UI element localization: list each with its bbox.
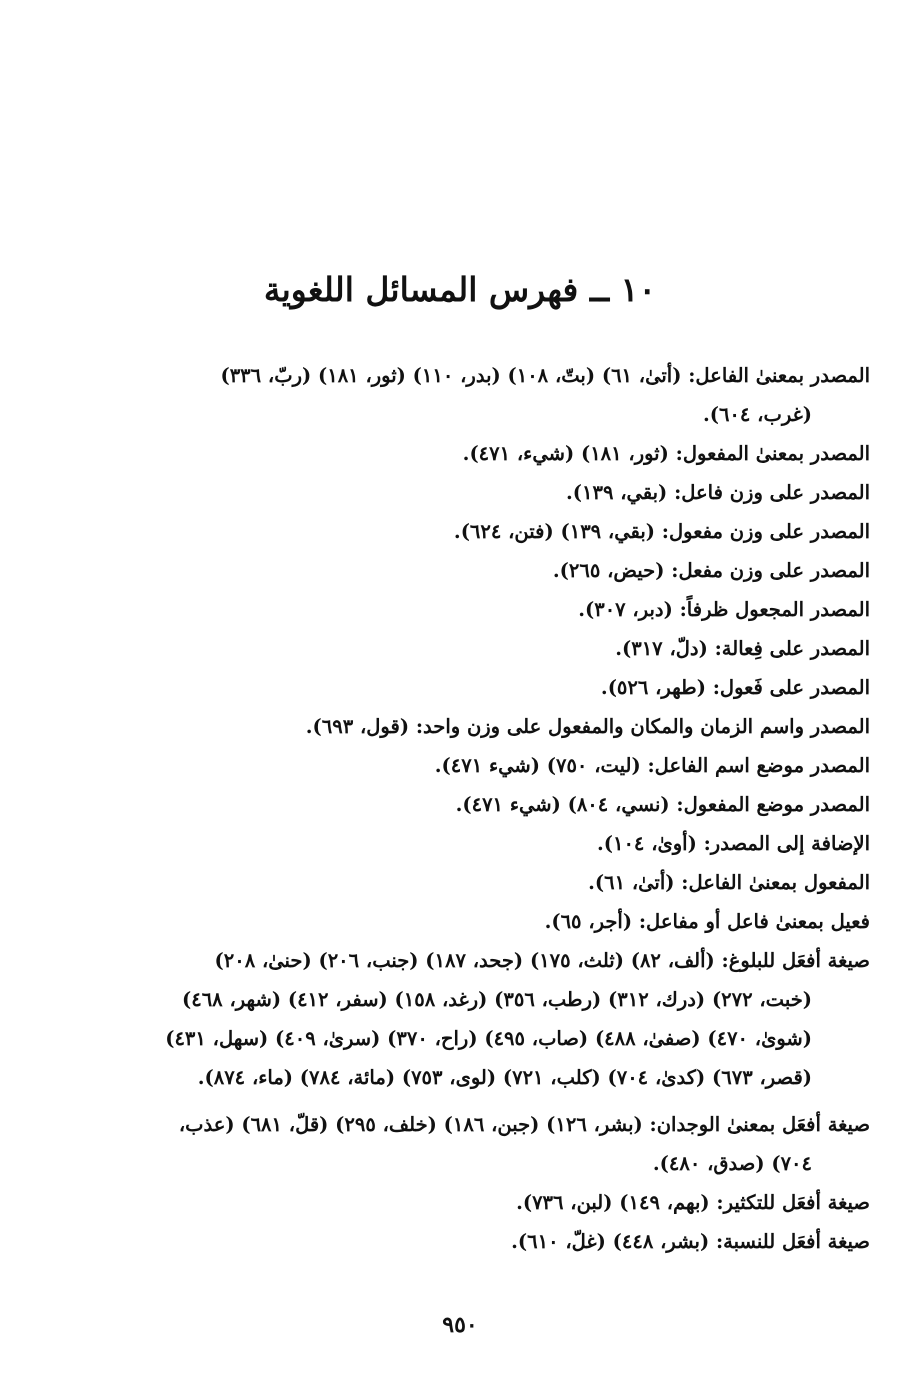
index-entry: [40, 824, 870, 863]
entry-line: الإضافة إلى المصدر: (أوىٰ، ١٠٤).: [596, 832, 870, 855]
entry-continuation-line: (خبت، ٢٧٢) (درك، ٣١٢) (رطب، ٣٥٦) (رغد، ١٥٨) (سفر، ٤١٢) (شهر، ٤٦٨): [182, 988, 812, 1011]
index-entry: [40, 668, 870, 707]
entry-line: المصدر المجعول ظرفاً: (دبر، ٣٠٧).: [578, 598, 870, 621]
index-entry: [40, 434, 870, 473]
entry-continuation-line: ٧٠٤) (صدق، ٤٨٠).: [652, 1152, 812, 1175]
index-heading: ١٠ ــ فهرس المسائل اللغوية: [263, 270, 657, 309]
linguistic-index-list: [40, 356, 870, 1261]
index-entry: [40, 356, 870, 434]
entry-line: المصدر على فِعالة: (دلّ، ٣١٧).: [615, 637, 870, 660]
index-entry: [40, 1183, 870, 1222]
index-entry: [40, 512, 870, 551]
entry-line: المصدر على وزن فاعل: (بقي، ١٣٩).: [565, 481, 870, 504]
entry-line: المصدر بمعنىٰ المفعول: (ثور، ١٨١) (شيء، ٤٧١).: [462, 442, 870, 465]
index-entry: [40, 902, 870, 941]
entry-line: صيغة أفعَل للبلوغ: (ألف، ٨٢) (ثلث، ١٧٥) (جحد، ١٨٧) (جنب، ٢٠٦) (حنىٰ، ٢٠٨): [214, 949, 870, 972]
index-entry: [40, 1105, 870, 1183]
entry-line: المصدر بمعنىٰ الفاعل: (أتىٰ، ٦١) (بتّ، ١٠٨) (بدر، ١١٠) (ثور، ١٨١) (ربّ، ٣٣٦): [220, 364, 870, 387]
index-entry: [40, 629, 870, 668]
index-entry: [40, 746, 870, 785]
entry-continuation-line: (شوىٰ، ٤٧٠) (صفىٰ، ٤٨٨) (صاب، ٤٩٥) (راح، ٣٧٠) (سرىٰ، ٤٠٩) (سهل، ٤٣١): [165, 1027, 812, 1050]
entry-line: المصدر موضع المفعول: (نسي، ٨٠٤) (شيء ٤٧١).: [455, 793, 870, 816]
entry-continuation-line: (قصر، ٦٧٣) (كدىٰ، ٧٠٤) (كلب، ٧٢١) (لوى، ٧٥٣) (مائة، ٧٨٤) (ماء، ٨٧٤).: [197, 1066, 812, 1089]
entry-line: المصدر على فَعول: (طهر، ٥٢٦).: [600, 676, 870, 699]
page-number: ٩٥٠: [442, 1312, 478, 1338]
entry-line: المصدر واسم الزمان والمكان والمفعول على وزن واحد: (قول، ٦٩٣).: [305, 715, 870, 738]
index-entry: [40, 707, 870, 746]
entry-line: المفعول بمعنىٰ الفاعل: (أتىٰ، ٦١).: [588, 871, 870, 894]
entry-line: المصدر على وزن مفعول: (بقي، ١٣٩) (فتن، ٦٢٤).: [453, 520, 870, 543]
index-entry: [40, 941, 870, 1097]
index-entry: [40, 1222, 870, 1261]
entry-line: صيغة أفعَل بمعنىٰ الوجدان: (بشر، ١٢٦) (جبن، ١٨٦) (خلف، ٢٩٥) (قلّ، ٦٨١) (عذب،: [178, 1113, 870, 1136]
index-entry: [40, 863, 870, 902]
index-entry: [40, 551, 870, 590]
index-entry: [40, 785, 870, 824]
entry-line: صيغة أفعَل للنسبة: (بشر، ٤٤٨) (غلّ، ٦١٠).: [511, 1230, 870, 1253]
entry-continuation-line: (غرب، ٦٠٤).: [702, 403, 812, 426]
entry-line: المصدر موضع اسم الفاعل: (ليت، ٧٥٠) (شيء ٤٧١).: [434, 754, 870, 777]
index-entry: [40, 473, 870, 512]
entry-line: فعيل بمعنىٰ فاعل أو مفاعل: (أجر، ٦٥).: [544, 910, 870, 933]
index-entry: [40, 590, 870, 629]
entry-line: المصدر على وزن مفعل: (حيض، ٢٦٥).: [552, 559, 870, 582]
entry-line: صيغة أفعَل للتكثير: (بهم، ١٤٩) (لبن، ٧٣٦).: [516, 1191, 870, 1214]
